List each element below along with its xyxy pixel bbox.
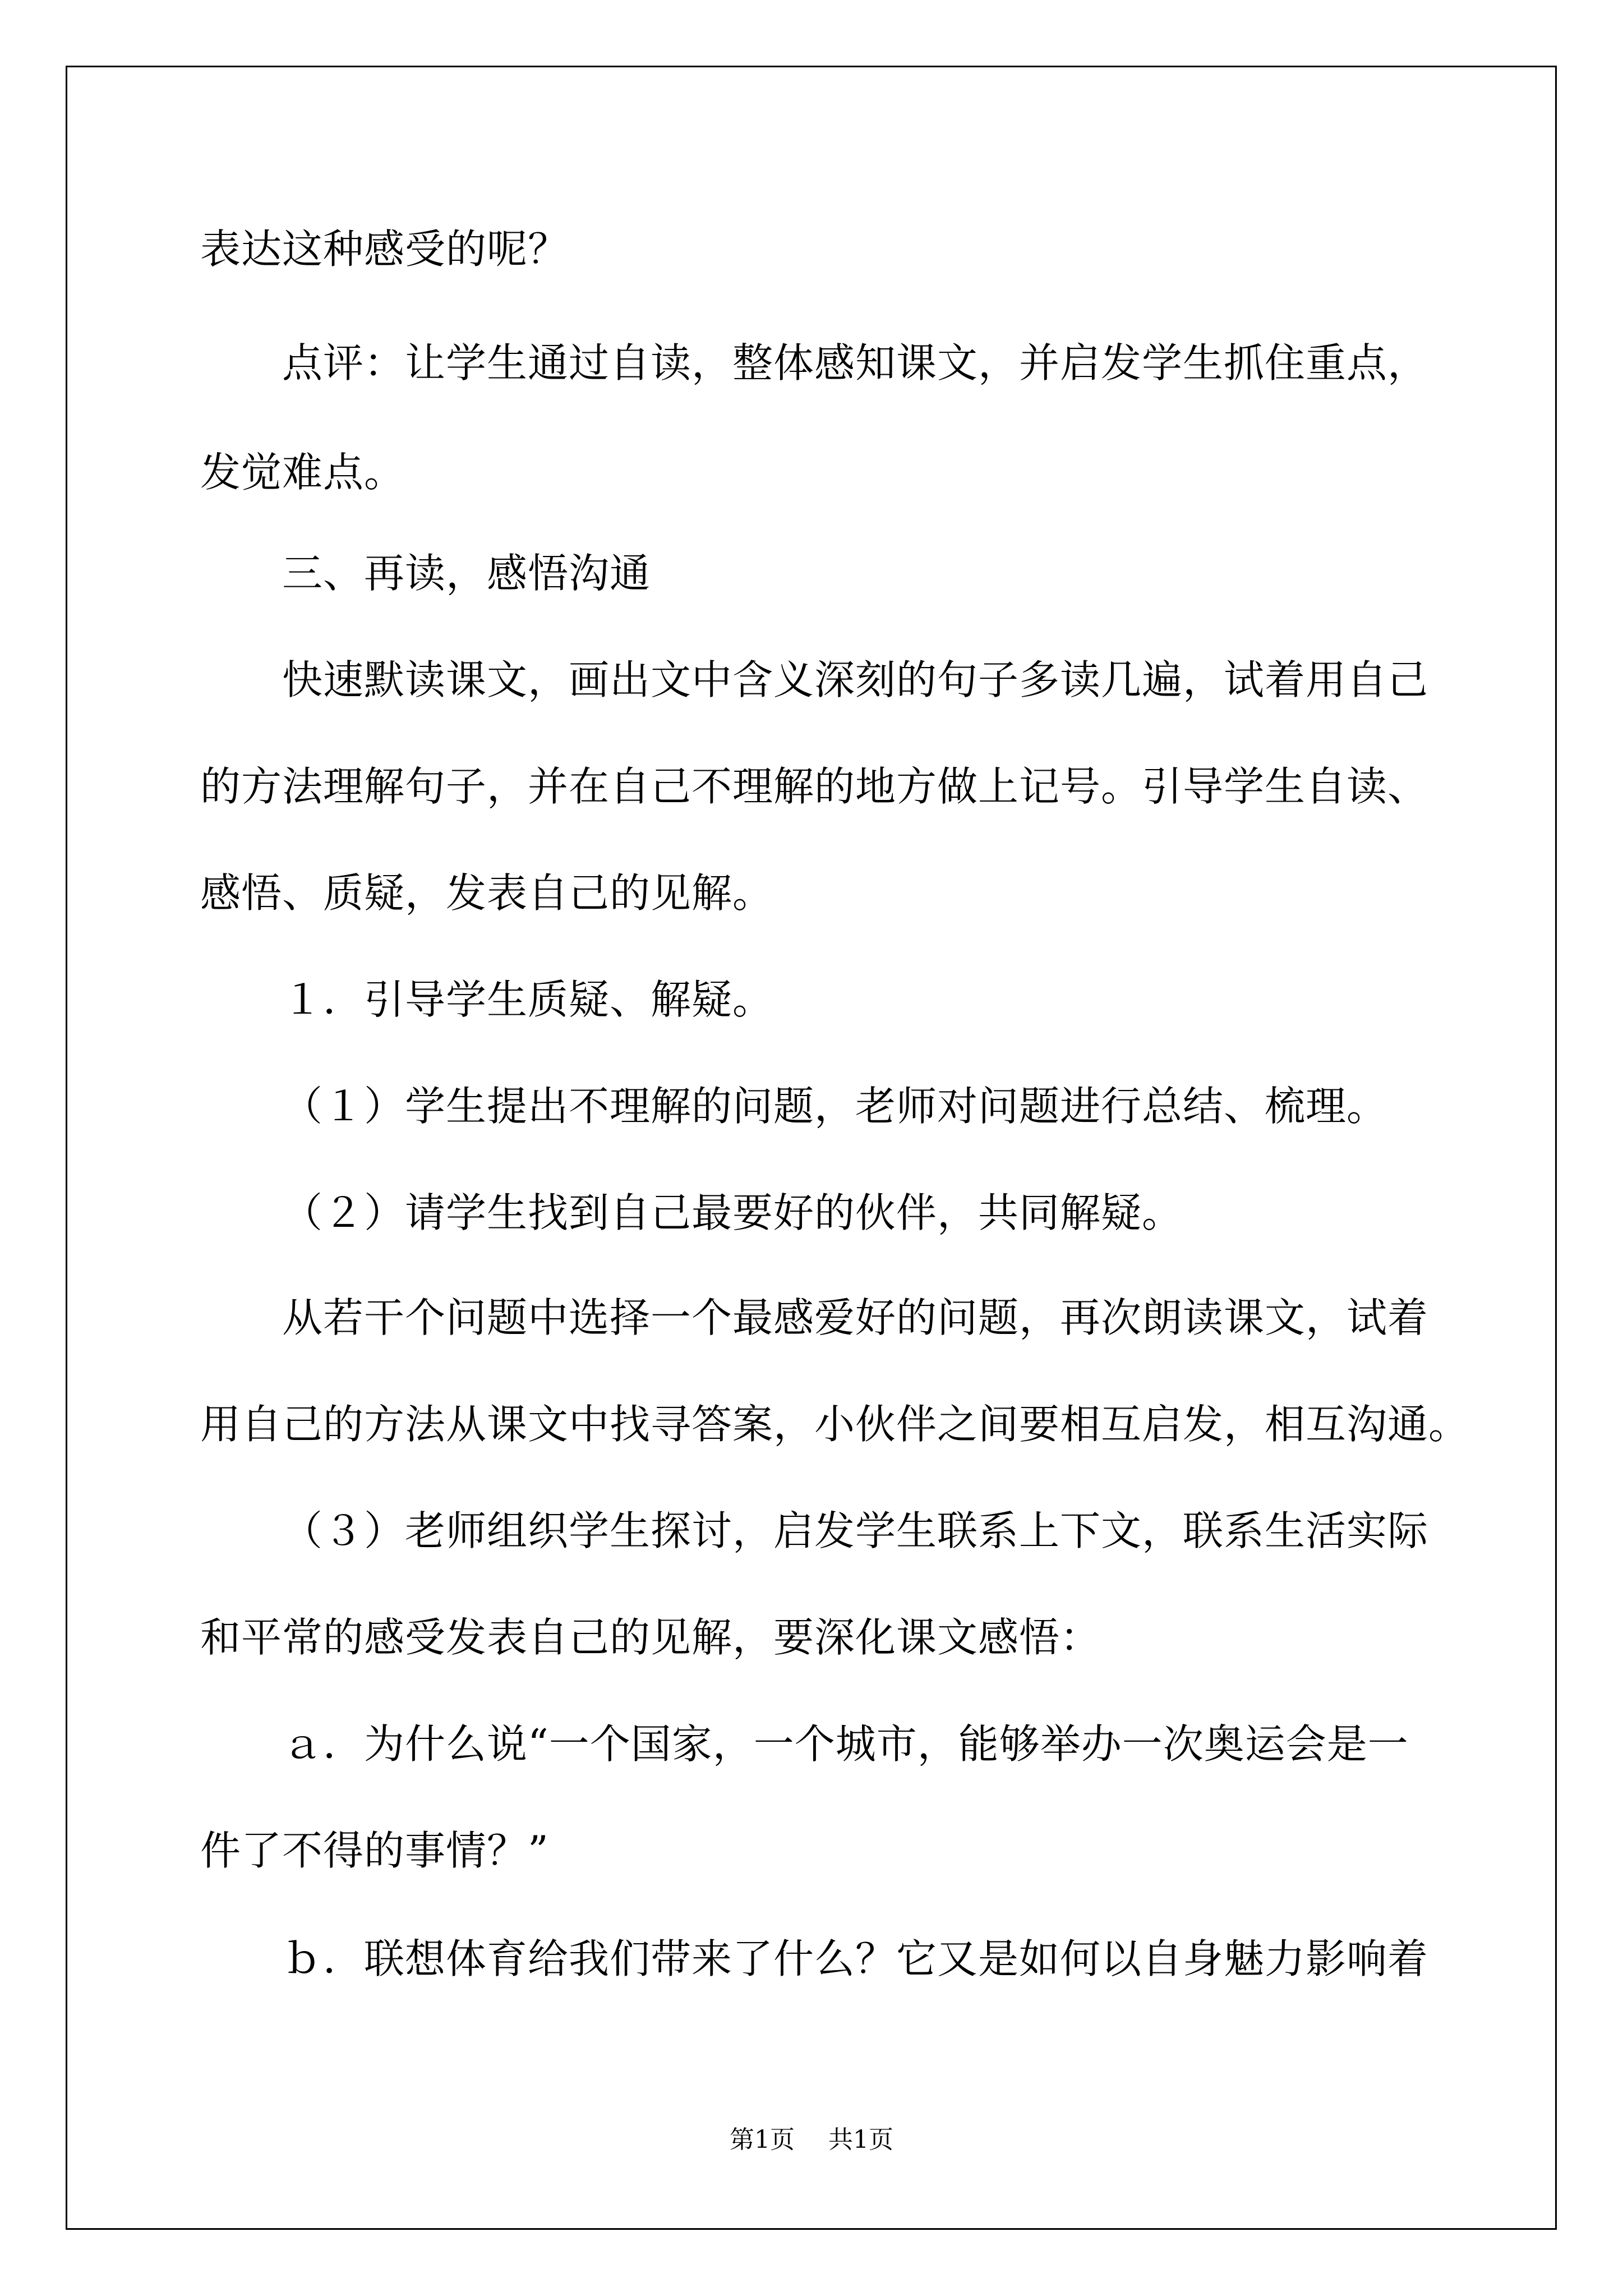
text-line: 的方法理解句子，并在自己不理解的地方做上记号。引导学生自读、 bbox=[200, 763, 1429, 810]
page-number: 第1页 bbox=[730, 2125, 795, 2154]
text-line: 发觉难点。 bbox=[200, 449, 405, 496]
text-line: 件了不得的事情？” bbox=[200, 1827, 549, 1874]
text-line: ｂ．联想体育给我们带来了什么？它又是如何以自身魅力影响着 bbox=[282, 1935, 1429, 1982]
text-line: ａ．为什么说“一个国家，一个城市，能够举办一次奥运会是一 bbox=[282, 1720, 1409, 1768]
page-total: 共1页 bbox=[828, 2125, 893, 2154]
text-line: 三、再读，感悟沟通 bbox=[282, 550, 651, 597]
text-line: 感悟、质疑，发表自己的见解。 bbox=[200, 869, 774, 917]
text-line: 用自己的方法从课文中找寻答案，小伙伴之间要相互启发，相互沟通。 bbox=[200, 1401, 1470, 1448]
text-line: （３）老师组织学生探讨，启发学生联系上下文，联系生活实际 bbox=[282, 1507, 1429, 1554]
text-line: １．引导学生质疑、解疑。 bbox=[282, 976, 774, 1023]
text-line: 从若干个问题中选择一个最感爱好的问题，再次朗读课文，试着 bbox=[282, 1294, 1429, 1341]
page-footer bbox=[0, 2125, 1623, 2154]
text-line: 和平常的感受发表自己的见解，要深化课文感悟： bbox=[200, 1614, 1101, 1661]
text-line: 表达这种感受的呢？ bbox=[200, 226, 569, 273]
text-line: 快速默读课文，画出文中含义深刻的句子多读几遍，试着用自己 bbox=[282, 656, 1429, 703]
text-line: （２）请学生找到自己最要好的伙伴，共同解疑。 bbox=[282, 1189, 1183, 1236]
text-line: 点评：让学生通过自读，整体感知课文，并启发学生抓住重点， bbox=[282, 339, 1429, 386]
text-line: （１）学生提出不理解的问题，老师对问题进行总结、梳理。 bbox=[282, 1083, 1388, 1130]
